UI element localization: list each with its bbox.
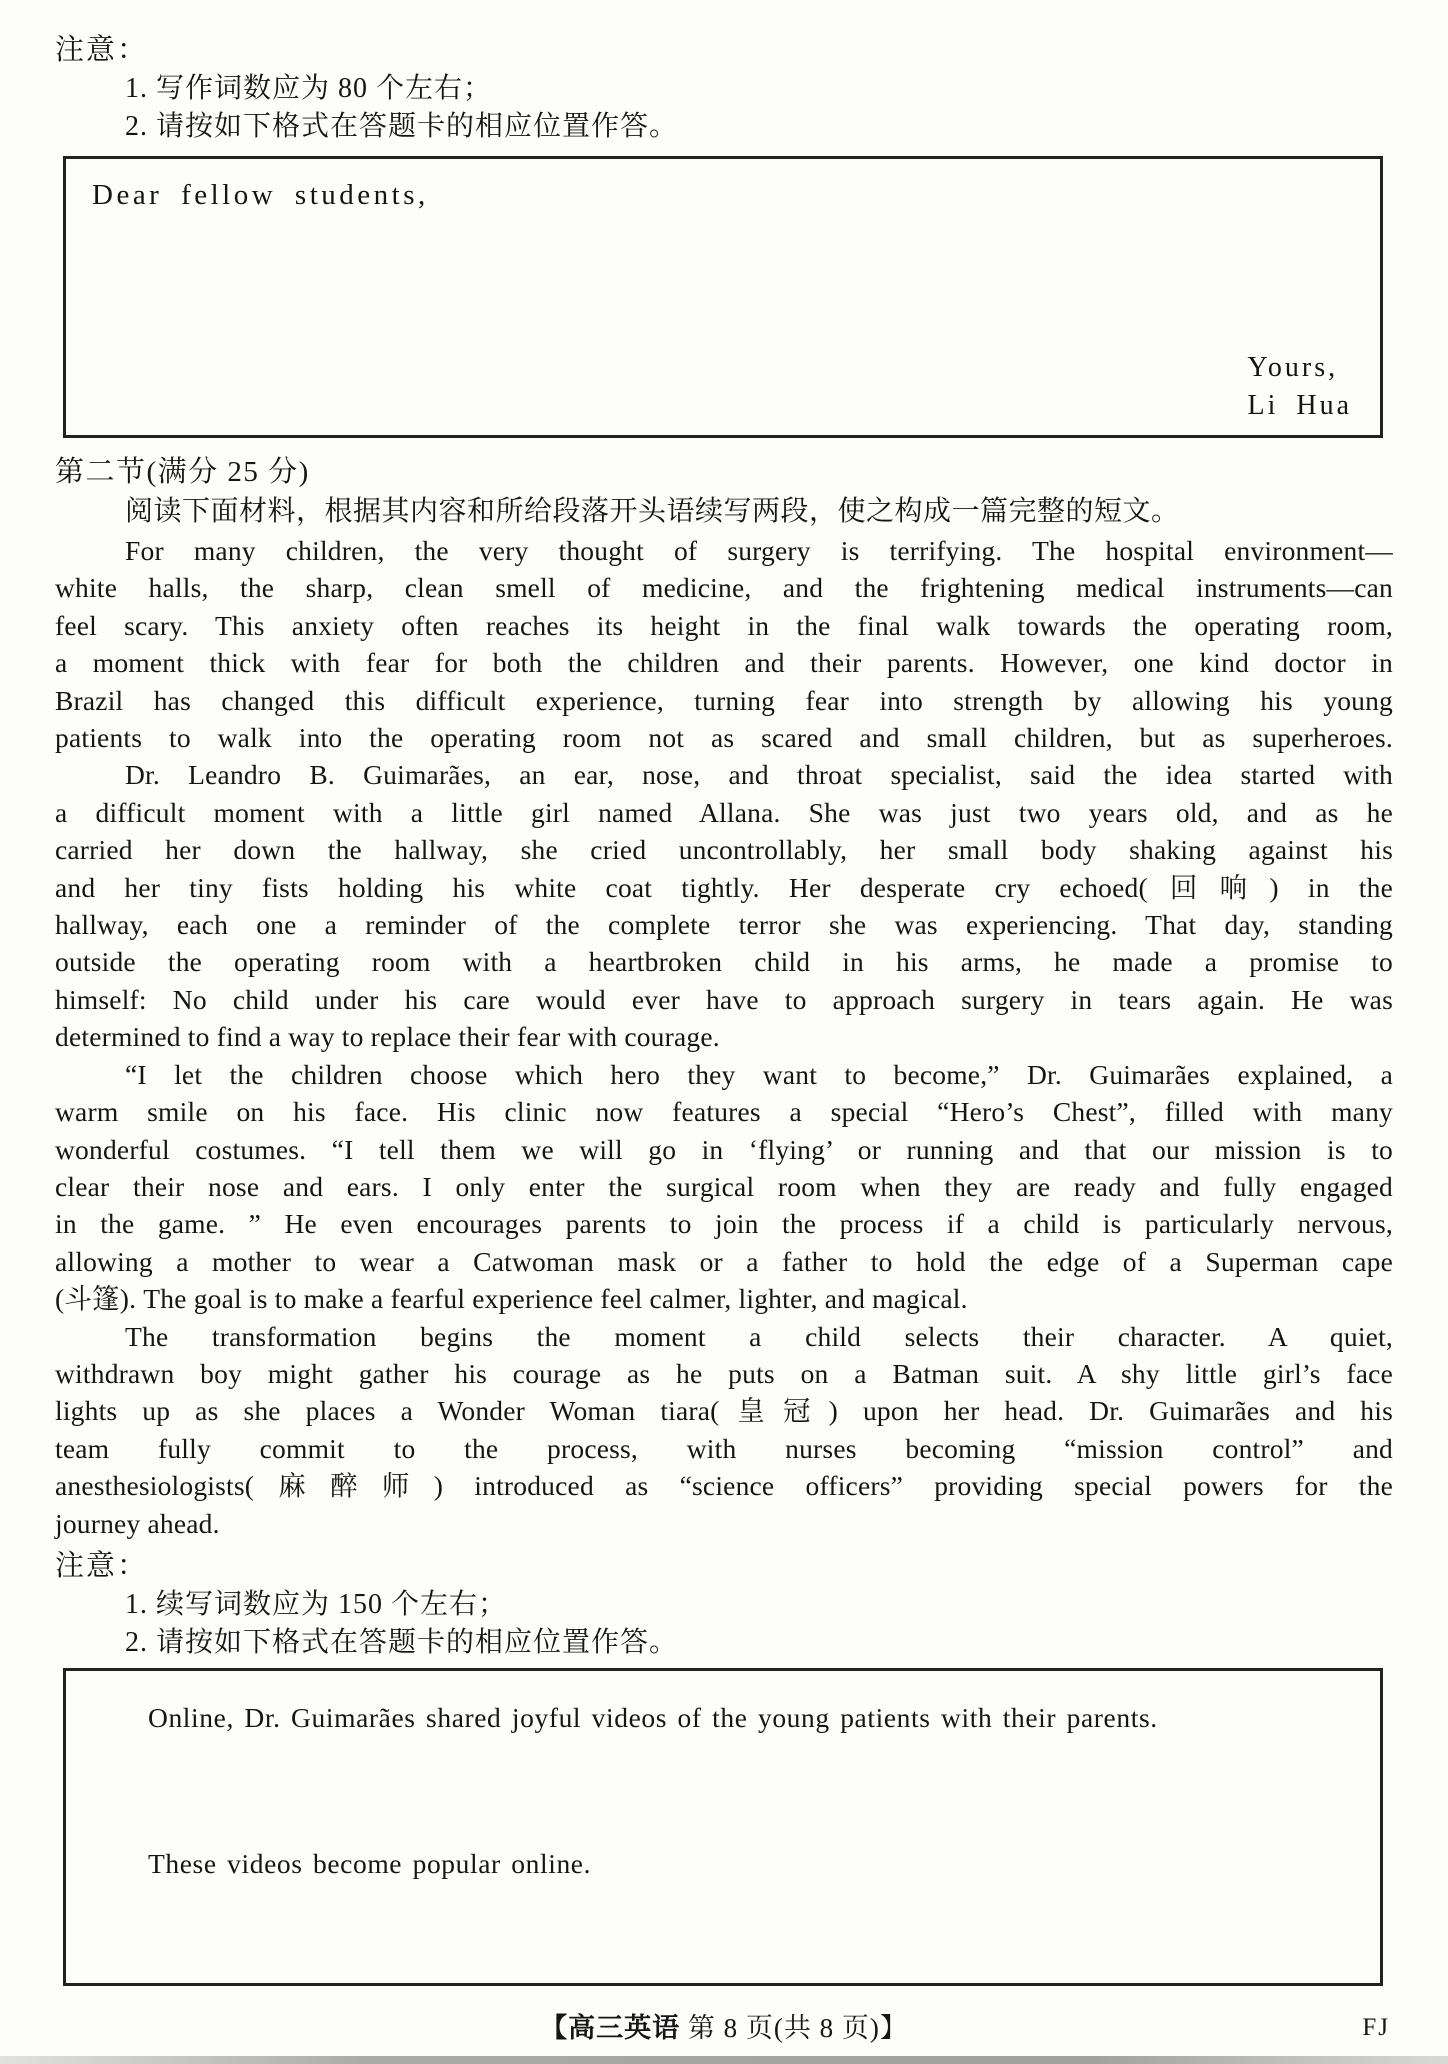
passage-line: warm smile on his face. His clinic now features a special “Hero’s Chest”, filled with many [55,1096,1393,1128]
passage-line: journey ahead. [55,1507,220,1539]
letter-signature: Li Hua [1247,390,1352,421]
passage-line: lights up as she places a Wonder Woman tiara(皇冠) upon her head. Dr. Guimarães and his [55,1395,1393,1427]
notice-label: 注意： [55,34,149,66]
passage-line: The transformation begins the moment a child selects their character. A quiet, [125,1320,1393,1352]
passage-line: Brazil has changed this difficult experience, turning fear into strength by allowing his young [55,684,1393,716]
notice-label: 注意： [55,1549,149,1582]
passage-paragraph-3 [55,1056,1393,1318]
passage-line: himself: No child under his care would ever have to approach surgery in tears again. He was [55,983,1393,1015]
passage-line: wonderful costumes. “I tell them we will go in ‘flying’ or running and that our mission is to [55,1133,1393,1165]
passage-line: patients to walk into the operating room not as scared and small children, but as superheroes. [55,722,1393,754]
passage-line: white halls, the sharp, clean smell of medicine, and the frightening medical instruments—can [55,572,1393,604]
passage-line: allowing a mother to wear a Catwoman mask or a father to hold the edge of a Superman cape [55,1245,1393,1277]
passage-line: a difficult moment with a little girl named Allana. She was just two years old, and as he [55,796,1393,828]
passage-line: feel scary. This anxiety often reaches its height in the final walk towards the operating room, [55,609,1393,641]
footer-subject: 【高三英语 [540,2013,681,2043]
passage-line: “I let the children choose which hero they want to become,” Dr. Guimarães explained, a [125,1058,1393,1090]
passage-line: hallway, each one a reminder of the complete terror she was experiencing. That day, standing [55,909,1393,941]
passage-line: determined to find a way to replace their fear with courage. [55,1021,720,1053]
section-instruction: 阅读下面材料，根据其内容和所给段落开头语续写两段，使之构成一篇完整的短文。 [125,496,1180,527]
footer-page-number: 第 8 页(共 8 页)】 [680,2013,908,2043]
passage-line: outside the operating room with a heartbroken child in his arms, he made a promise to [55,946,1393,978]
passage-line: and her tiny fists holding his white coat tightly. Her desperate cry echoed(回响) in the [55,871,1393,903]
page-footer [0,2008,1448,2048]
continuation-opening-2: These videos become popular online. [148,1847,592,1879]
notice-item-answer-sheet: 2. 请按如下格式在答题卡的相应位置作答。 [125,111,679,142]
letter-closing-block [1247,349,1352,425]
footer-code: FJ [1362,2014,1390,2041]
passage-line: (斗篷). The goal is to make a fearful experience feel calmer, lighter, and magical. [55,1283,968,1315]
passage-paragraph-2 [55,756,1393,1055]
passage-line: team fully commit to the process, with nurses becoming “mission control” and [55,1432,1393,1464]
passage-line: in the game. ” He even encourages parents to join the process if a child is particularly nervous, [55,1208,1393,1240]
notice-item-word-count: 1. 写作词数应为 80 个左右； [125,73,493,104]
notice-writing-task2 [55,1546,1393,1662]
notice-item-answer-sheet: 2. 请按如下格式在答题卡的相应位置作答。 [125,1626,679,1658]
passage-line: Dr. Leandro B. Guimarães, an ear, nose, and throat specialist, said the idea started with [125,759,1393,791]
answer-format-box-letter [63,156,1383,438]
passage-paragraph-4 [55,1318,1393,1542]
passage-line: withdrawn boy might gather his courage as he puts on a Batman suit. A shy little girl’s face [55,1357,1393,1389]
passage-line: carried her down the hallway, she cried uncontrollably, her small body shaking against his [55,834,1393,866]
passage-line: anesthesiologists(麻醉师) introduced as “science officers” providing special powers for the [55,1470,1393,1502]
notice-writing-task1 [55,30,1393,146]
continuation-opening-1: Online, Dr. Guimarães shared joyful videos of the young patients with their parents. [148,1701,1158,1733]
answer-format-box-continuation [63,1668,1383,1986]
letter-closing: Yours, [1247,352,1339,383]
letter-salutation: Dear fellow students, [92,179,429,211]
passage-paragraph-1 [55,532,1393,756]
scan-edge-shadow [0,2056,1448,2064]
section-heading: 第二节(满分 25 分) [55,456,310,488]
passage-line: a moment thick with fear for both the children and their parents. However, one kind doctor in [55,647,1393,679]
passage-line: clear their nose and ears. I only enter the surgical room when they are ready and fully engaged [55,1170,1393,1202]
notice-item-word-count: 1. 续写词数应为 150 个左右； [125,1588,508,1620]
passage-line: For many children, the very thought of surgery is terrifying. The hospital environment— [125,535,1393,566]
